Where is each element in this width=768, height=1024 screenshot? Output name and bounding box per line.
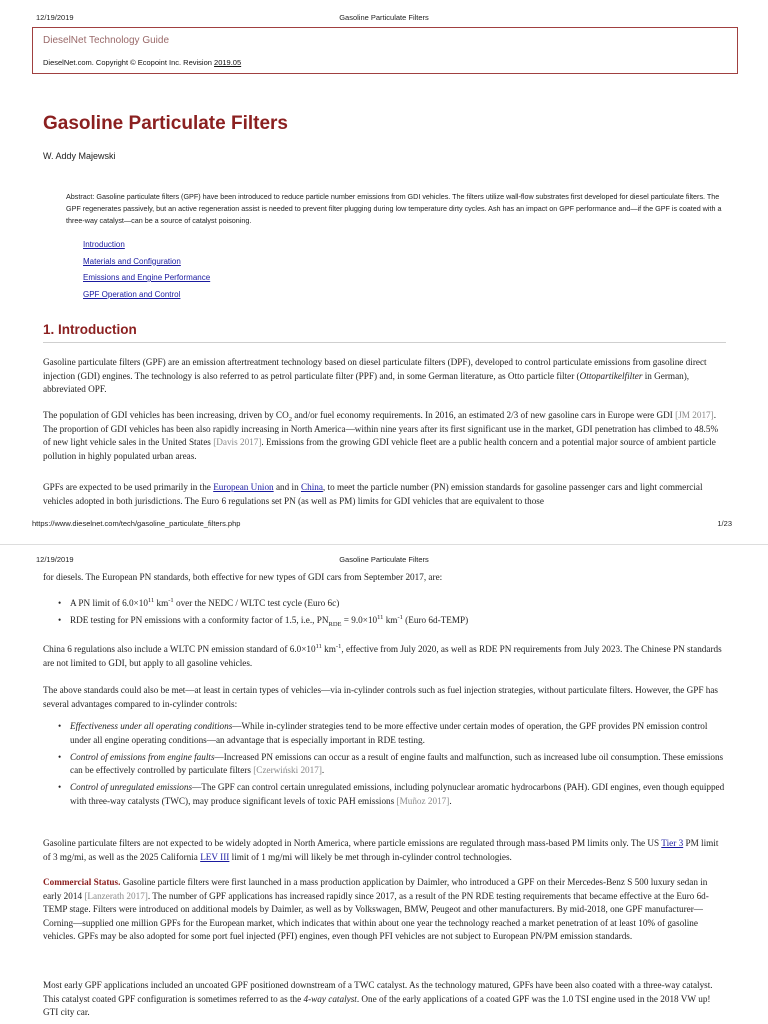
reference[interactable]: [Muñoz 2017] [396,795,450,806]
section-heading-introduction: 1. Introduction [43,322,137,337]
reference[interactable]: [Lanzerath 2017] [84,890,148,901]
page-title: Gasoline Particulate Filters [43,113,288,134]
section-divider [43,342,726,343]
link-european-union[interactable]: European Union [213,482,274,492]
abstract: Abstract: Gasoline particulate filters (GPF) have been introduced to reduce particle number emissions from GDI vehicles. The filters utilize wall-flow substrates first developed for diesel particulate filters. The GPF regenerates passively, but an active regeneration assist is needed to prevent filter plugging during low temperature dirty cycles. Ash has an impact on GPF performance and—if the GPF is coated with a three-way catalyst—can be a source of catalyst poisoning. [66,192,722,225]
reference[interactable]: [Czerwiński 2017] [253,765,322,776]
print-title: Gasoline Particulate Filters [339,13,429,22]
author: W. Addy Majewski [43,151,116,161]
list-item: • RDE testing for PN emissions with a conformity factor of 1.5, i.e., $PN_{RDE} = 9.0\times 10^{11}$ $km^{-1}$ (Euro 6d-TEMP) [58,614,469,628]
print-page-number: 1/23 [717,519,732,528]
paragraph-commercial-status: Commercial Status. Gasoline particle filters were first launched in a mass production application by Daimler, who introduced a GPF on their Mercedes-Benz S 500 luxury sedan in early 2014 [Lanzerath 2017]. The number of GPF applications has increased rapidly since 2017, as a result of the PN RDE testing requirements that became effective at the Euro 6d-TEMP stage. Filters were introduced on additional models by Daimler, as well as by Volkswagen, BMW, Peugeot and other manufacturers. By mid-2018, one GPF manufacturer—Corning—supplied one million GPFs for the European market, which indicates that within about one year the technology reached a market penetration of at least 10% of gasoline vehicles. GPFs may be also adopted for some port fuel injected (PFI) engines, even though PFI vehicles are not subject to European PN/PM emission standards. [43,877,709,942]
paragraph: The population of GDI vehicles has been increasing, driven by $CO_2$ and/or fuel economy requirements. In 2016, an estimated 2/3 of new gasoline cars in Europe were GDI [JM 2017]. The proportion of GDI vehicles has been also rapidly increasing in North America—within nine years after its first significant use in the market, GDI penetration has climbed to 48.5% of new light vehicle sales in the United States [Davis 2017]. Emissions from the growing GDI vehicle fleet are a public health concern and a potential major source of ambient particle pollution in highly populated urban areas. [43,410,719,461]
gpf-advantages-list [56,720,727,812]
site-header-box [32,27,738,74]
list-item: • Control of emissions from engine faults—Increased PN emissions can occur as a result of engine faults and malfunction, such as increased lube oil consumption. These emissions can be effectively controlled by particulate filters [Czerwiński 2017]. [58,751,724,776]
print-date: 12/19/2019 [36,555,74,564]
paragraph: GPFs are expected to be used primarily in the European Union and in China, to meet the particle number (PN) emission standards for gasoline passenger cars and light commercial vehicles adopted in both jurisdictions. The Euro 6 regulations set PN (as well as PM) limits for GDI vehicles that are equivalent to those [43,482,703,506]
reference[interactable]: [Davis 2017] [213,437,262,448]
toc-link-operation[interactable]: GPF Operation and Control [83,289,181,299]
reference[interactable]: [JM 2017] [675,410,714,420]
paragraph: Gasoline particulate filters (GPF) are an emission aftertreatment technology based on diesel particulate filters (DPF), developed to control particulate emissions from gasoline direct injection (GDI) engines. The technology is also referred to as petrol particulate filter (PPF) and, in some German literature, as Otto particle filter (Ottopartikelfilter in German), abbreviated OPF. [43,357,707,395]
site-brand[interactable]: DieselNet Technology Guide [43,35,170,46]
print-date: 12/19/2019 [36,13,74,22]
link-china[interactable]: China [300,482,323,492]
paragraph: Gasoline particulate filters are not expected to be widely adopted in North America, where particle emissions are regulated through mass-based PM limits only. The US Tier 3 PM limit of 3 mg/mi, as well as the 2025 California LEV III limit of 1 mg/mi will likely be met through in-cylinder control technologies. [43,838,719,862]
list-item: • Effectiveness under all operating conditions—While in-cylinder strategies tend to be more effective under certain modes of operation, the GPF provides PN emission control under all engine operating conditions—an advantage that is especially important in RDE testing. [58,721,708,745]
paragraph: Most early GPF applications included an uncoated GPF positioned downstream of a TWC catalyst. As the technology matured, GPFs have been also coated with a three-way catalyst. This catalyst coated GPF configuration is sometimes referred to as the 4-way catalyst. One of the early applications of a coated GPF was the 1.0 TSI engine used in the 2018 VW up! GTI city car. [43,980,713,1018]
paragraph: China 6 regulations also include a WLTC PN emission standard of $6.0\times 10^{11}$ $km^{-1}$, effective from July 2020, as well as RDE PN requirements from July 2023. The Chinese PN standards are not limited to GDI, but apply to all gasoline vehicles. [43,642,722,668]
list-item: • A PN limit of $6.0\times 10^{11}$ $km^{-1}$ over the NEDC / WLTC test cycle (Euro 6c) [58,596,340,608]
print-title: Gasoline Particulate Filters [339,555,429,564]
copyright-line: DieselNet.com. Copyright © Ecopoint Inc. Revision 2019.05 [43,58,242,67]
toc-link-emissions[interactable]: Emissions and Engine Performance [83,273,211,282]
print-url: https://www.dieselnet.com/tech/gasoline_particulate_filters.php [32,519,241,528]
toc-link-materials[interactable]: Materials and Configuration [83,256,181,266]
page1-print-footer [0,518,768,533]
page-separator [0,544,768,545]
pn-limits-list [56,597,727,631]
paragraph: The above standards could also be met—at least in certain types of vehicles—via in-cylinder controls such as fuel injection strategies, without particulate filters. However, the GPF has several advantages compared to in-cylinder controls: [43,685,718,709]
table-of-contents [83,237,210,303]
revision-link[interactable]: 2019.05 [214,58,242,67]
link-tier-3[interactable]: Tier 3 [661,838,684,848]
paragraph: for diesels. The European PN standards, both effective for new types of GDI cars from September 2017, are: [43,572,443,582]
toc-link-introduction[interactable]: Introduction [83,240,125,249]
link-lev-iii[interactable]: LEV III [200,851,230,862]
list-item: • Control of unregulated emissions—The GPF can control certain unregulated emissions, including polynuclear aromatic hydrocarbons (PAH). GDI engines, even though equipped with three-way catalysts (TWC), may produce significant levels of toxic PAH emissions [Muñoz 2017]. [58,782,725,806]
